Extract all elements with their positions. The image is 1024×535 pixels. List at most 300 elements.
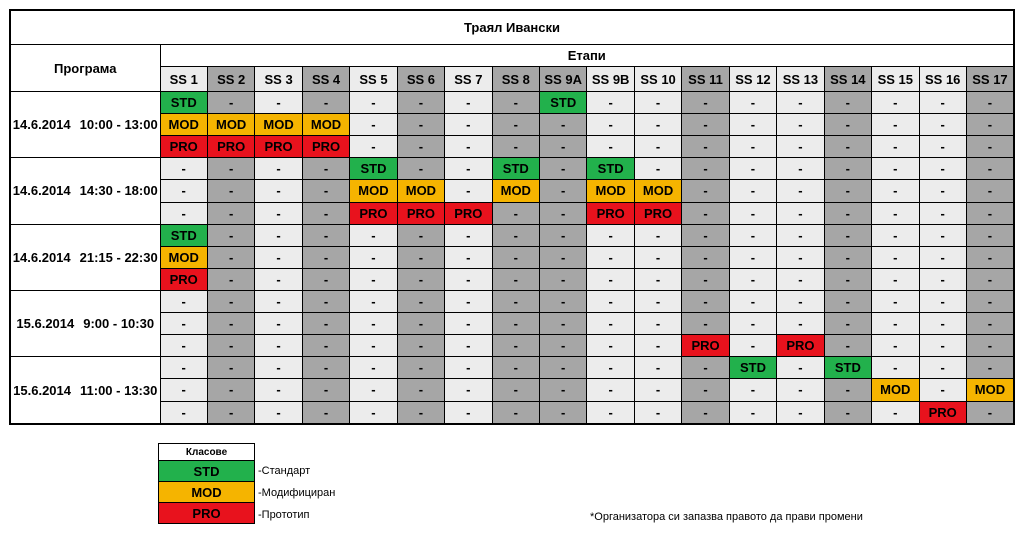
- schedule-cell: -: [919, 158, 966, 180]
- schedule-cell: -: [540, 114, 587, 136]
- schedule-cell: -: [634, 224, 681, 246]
- schedule-cell: -: [207, 401, 254, 424]
- legend: [158, 443, 255, 524]
- schedule-cell: -: [302, 335, 349, 357]
- schedule-cell: MOD: [634, 180, 681, 202]
- schedule-cell: -: [634, 401, 681, 424]
- session-time: 21:15 - 22:30: [79, 249, 158, 265]
- schedule-cell: -: [492, 268, 539, 290]
- schedule-cell: STD: [160, 92, 207, 114]
- schedule-cell: -: [540, 136, 587, 158]
- legend-std-label: -Стандарт: [258, 465, 311, 477]
- legend-std: STD: [159, 461, 255, 482]
- schedule-cell: PRO: [397, 202, 444, 224]
- schedule-cell: PRO: [682, 335, 729, 357]
- schedule-cell: MOD: [160, 246, 207, 268]
- stage-header-cell: SS 13: [777, 67, 824, 92]
- schedule-cell: -: [872, 290, 919, 312]
- schedule-cell: -: [160, 401, 207, 424]
- schedule-cell: PRO: [919, 401, 966, 424]
- schedule-row: [10, 224, 1014, 246]
- schedule-cell: -: [634, 357, 681, 379]
- schedule-cell: PRO: [350, 202, 397, 224]
- schedule-cell: -: [919, 224, 966, 246]
- schedule-cell: -: [492, 357, 539, 379]
- schedule-cell: -: [397, 114, 444, 136]
- schedule-row: [10, 268, 1014, 290]
- schedule-cell: -: [682, 136, 729, 158]
- schedule-cell: -: [540, 290, 587, 312]
- schedule-cell: -: [587, 114, 634, 136]
- schedule-cell: -: [350, 92, 397, 114]
- schedule-cell: -: [302, 246, 349, 268]
- schedule-cell: -: [255, 158, 302, 180]
- schedule-cell: -: [872, 357, 919, 379]
- stage-header-cell: SS 17: [966, 67, 1014, 92]
- schedule-cell: -: [255, 290, 302, 312]
- schedule-cell: -: [540, 357, 587, 379]
- schedule-cell: MOD: [492, 180, 539, 202]
- stage-header-cell: SS 8: [492, 67, 539, 92]
- schedule-cell: -: [302, 379, 349, 401]
- schedule-cell: -: [397, 290, 444, 312]
- schedule-cell: -: [397, 246, 444, 268]
- schedule-cell: -: [492, 136, 539, 158]
- schedule-cell: -: [445, 114, 492, 136]
- schedule-cell: -: [682, 158, 729, 180]
- schedule-cell: -: [682, 401, 729, 424]
- schedule-cell: -: [492, 290, 539, 312]
- schedule-cell: PRO: [207, 136, 254, 158]
- schedule-cell: -: [966, 180, 1014, 202]
- schedule-cell: -: [682, 224, 729, 246]
- schedule-cell: -: [872, 268, 919, 290]
- schedule-cell: -: [207, 313, 254, 335]
- session-datetime: [10, 92, 160, 158]
- session-date: 15.6.2014: [13, 382, 71, 398]
- schedule-cell: -: [302, 268, 349, 290]
- schedule-cell: -: [824, 246, 871, 268]
- schedule-cell: PRO: [302, 136, 349, 158]
- schedule-cell: -: [824, 202, 871, 224]
- schedule-cell: -: [777, 357, 824, 379]
- schedule-cell: -: [729, 335, 776, 357]
- schedule-cell: -: [397, 268, 444, 290]
- schedule-cell: STD: [824, 357, 871, 379]
- schedule-cell: -: [919, 202, 966, 224]
- session-date: 14.6.2014: [12, 183, 71, 199]
- schedule-cell: -: [777, 114, 824, 136]
- schedule-cell: -: [350, 379, 397, 401]
- schedule-cell: -: [824, 114, 871, 136]
- schedule-cell: -: [160, 158, 207, 180]
- session-time: 11:00 - 13:30: [80, 382, 158, 398]
- schedule-cell: -: [966, 136, 1014, 158]
- schedule-cell: -: [872, 92, 919, 114]
- schedule-cell: -: [540, 246, 587, 268]
- schedule-cell: -: [966, 158, 1014, 180]
- schedule-cell: MOD: [397, 180, 444, 202]
- stage-header-row: [10, 67, 1014, 92]
- schedule-cell: -: [350, 224, 397, 246]
- schedule-cell: -: [777, 92, 824, 114]
- schedule-row: [10, 401, 1014, 424]
- schedule-cell: PRO: [634, 202, 681, 224]
- schedule-cell: -: [682, 268, 729, 290]
- schedule-cell: -: [966, 246, 1014, 268]
- schedule-row: [10, 335, 1014, 357]
- schedule-cell: PRO: [445, 202, 492, 224]
- schedule-cell: -: [445, 180, 492, 202]
- schedule-row: [10, 379, 1014, 401]
- schedule-cell: -: [207, 202, 254, 224]
- schedule-cell: -: [966, 92, 1014, 114]
- schedule-cell: -: [160, 379, 207, 401]
- stage-header-cell: SS 12: [729, 67, 776, 92]
- schedule-cell: -: [872, 202, 919, 224]
- schedule-cell: -: [350, 136, 397, 158]
- stage-header-cell: SS 16: [919, 67, 966, 92]
- schedule-cell: -: [777, 202, 824, 224]
- stage-header-cell: SS 7: [445, 67, 492, 92]
- schedule-cell: MOD: [872, 379, 919, 401]
- schedule-cell: -: [445, 224, 492, 246]
- schedule-cell: -: [777, 158, 824, 180]
- schedule-cell: -: [587, 357, 634, 379]
- schedule-cell: -: [350, 357, 397, 379]
- schedule-cell: -: [445, 357, 492, 379]
- session-date: 14.6.2014: [12, 117, 71, 133]
- schedule-cell: PRO: [160, 268, 207, 290]
- schedule-cell: MOD: [350, 180, 397, 202]
- schedule-table: [9, 9, 1015, 425]
- schedule-cell: -: [302, 158, 349, 180]
- schedule-cell: -: [919, 313, 966, 335]
- schedule-cell: -: [587, 379, 634, 401]
- schedule-cell: -: [824, 136, 871, 158]
- schedule-cell: PRO: [255, 136, 302, 158]
- schedule-row: [10, 180, 1014, 202]
- schedule-cell: -: [824, 180, 871, 202]
- schedule-cell: -: [160, 313, 207, 335]
- schedule-cell: -: [634, 335, 681, 357]
- schedule-cell: -: [587, 290, 634, 312]
- schedule-cell: -: [445, 158, 492, 180]
- schedule-cell: -: [350, 313, 397, 335]
- schedule-cell: -: [255, 313, 302, 335]
- schedule-cell: -: [350, 114, 397, 136]
- schedule-cell: -: [634, 268, 681, 290]
- schedule-cell: -: [160, 335, 207, 357]
- session-date: 14.6.2014: [12, 249, 71, 265]
- schedule-cell: -: [966, 357, 1014, 379]
- legend-pro-label: -Прототип: [258, 509, 310, 521]
- schedule-cell: -: [966, 114, 1014, 136]
- schedule-cell: -: [919, 379, 966, 401]
- schedule-row: [10, 246, 1014, 268]
- schedule-cell: -: [302, 313, 349, 335]
- schedule-cell: -: [255, 92, 302, 114]
- schedule-cell: -: [397, 92, 444, 114]
- schedule-cell: -: [872, 313, 919, 335]
- schedule-cell: -: [255, 180, 302, 202]
- program-header: Програма: [10, 45, 160, 92]
- schedule-cell: MOD: [587, 180, 634, 202]
- schedule-cell: -: [207, 158, 254, 180]
- schedule-cell: -: [397, 158, 444, 180]
- schedule-cell: -: [445, 136, 492, 158]
- schedule-cell: -: [207, 92, 254, 114]
- schedule-cell: -: [445, 401, 492, 424]
- schedule-cell: -: [872, 401, 919, 424]
- schedule-cell: -: [729, 202, 776, 224]
- schedule-cell: -: [777, 401, 824, 424]
- schedule-cell: -: [966, 202, 1014, 224]
- stage-header-cell: SS 4: [302, 67, 349, 92]
- schedule-cell: -: [824, 158, 871, 180]
- schedule-cell: -: [919, 357, 966, 379]
- schedule-cell: -: [587, 268, 634, 290]
- schedule-cell: -: [350, 268, 397, 290]
- schedule-cell: -: [729, 224, 776, 246]
- schedule-cell: -: [207, 379, 254, 401]
- schedule-cell: -: [540, 180, 587, 202]
- schedule-cell: -: [919, 268, 966, 290]
- schedule-cell: STD: [587, 158, 634, 180]
- schedule-cell: -: [302, 357, 349, 379]
- schedule-cell: -: [682, 313, 729, 335]
- schedule-cell: -: [872, 246, 919, 268]
- schedule-cell: -: [350, 401, 397, 424]
- schedule-cell: -: [682, 114, 729, 136]
- schedule-cell: -: [397, 379, 444, 401]
- schedule-cell: -: [729, 136, 776, 158]
- session-datetime: [10, 290, 160, 356]
- schedule-cell: -: [634, 114, 681, 136]
- schedule-cell: -: [350, 335, 397, 357]
- session-datetime: [10, 224, 160, 290]
- stage-header-cell: SS 14: [824, 67, 871, 92]
- legend-pro: PRO: [159, 503, 255, 524]
- stage-header-cell: SS 3: [255, 67, 302, 92]
- schedule-cell: -: [540, 379, 587, 401]
- schedule-cell: -: [587, 401, 634, 424]
- schedule-cell: -: [777, 268, 824, 290]
- schedule-cell: -: [255, 224, 302, 246]
- schedule-cell: -: [540, 224, 587, 246]
- schedule-cell: -: [397, 401, 444, 424]
- schedule-cell: -: [729, 246, 776, 268]
- schedule-cell: -: [302, 224, 349, 246]
- schedule-cell: -: [350, 246, 397, 268]
- schedule-cell: -: [255, 401, 302, 424]
- schedule-row: [10, 114, 1014, 136]
- schedule-cell: -: [634, 158, 681, 180]
- schedule-cell: -: [682, 290, 729, 312]
- schedule-cell: -: [302, 92, 349, 114]
- session-time: 10:00 - 13:00: [79, 117, 158, 133]
- schedule-cell: -: [350, 290, 397, 312]
- schedule-cell: -: [919, 92, 966, 114]
- session-datetime: [10, 357, 160, 424]
- schedule-row: [10, 92, 1014, 114]
- schedule-cell: -: [824, 224, 871, 246]
- schedule-cell: -: [160, 180, 207, 202]
- schedule-cell: -: [824, 335, 871, 357]
- schedule-cell: -: [445, 246, 492, 268]
- schedule-cell: -: [634, 313, 681, 335]
- schedule-cell: -: [824, 401, 871, 424]
- schedule-cell: STD: [350, 158, 397, 180]
- stage-header-cell: SS 1: [160, 67, 207, 92]
- schedule-cell: -: [682, 92, 729, 114]
- schedule-cell: -: [634, 246, 681, 268]
- session-time: 14:30 - 18:00: [79, 183, 158, 199]
- schedule-cell: -: [919, 136, 966, 158]
- schedule-cell: -: [966, 401, 1014, 424]
- schedule-cell: MOD: [302, 114, 349, 136]
- schedule-cell: -: [397, 357, 444, 379]
- schedule-cell: -: [729, 268, 776, 290]
- schedule-cell: -: [777, 224, 824, 246]
- schedule-cell: -: [682, 202, 729, 224]
- schedule-row: [10, 357, 1014, 379]
- schedule-cell: -: [777, 136, 824, 158]
- schedule-cell: -: [966, 290, 1014, 312]
- session-datetime: [10, 158, 160, 224]
- schedule-cell: -: [824, 379, 871, 401]
- legend-mod-label: -Модифициран: [258, 487, 336, 499]
- schedule-cell: MOD: [160, 114, 207, 136]
- schedule-cell: -: [445, 335, 492, 357]
- schedule-cell: -: [302, 180, 349, 202]
- schedule-cell: -: [397, 136, 444, 158]
- schedule-cell: -: [729, 158, 776, 180]
- stages-header: Етапи: [160, 45, 1014, 67]
- schedule-cell: -: [587, 335, 634, 357]
- schedule-row: [10, 313, 1014, 335]
- schedule-cell: -: [540, 158, 587, 180]
- schedule-cell: -: [255, 357, 302, 379]
- schedule-cell: -: [587, 313, 634, 335]
- schedule-row: [10, 202, 1014, 224]
- schedule-cell: -: [777, 246, 824, 268]
- stage-header-cell: SS 11: [682, 67, 729, 92]
- schedule-cell: -: [872, 180, 919, 202]
- schedule-cell: PRO: [777, 335, 824, 357]
- session-date: 15.6.2014: [16, 316, 75, 332]
- schedule-cell: -: [445, 379, 492, 401]
- schedule-cell: -: [729, 379, 776, 401]
- schedule-cell: -: [682, 246, 729, 268]
- schedule-cell: -: [445, 92, 492, 114]
- schedule-cell: -: [777, 379, 824, 401]
- schedule-cell: -: [255, 379, 302, 401]
- schedule-cell: -: [492, 246, 539, 268]
- schedule-cell: -: [824, 92, 871, 114]
- schedule-cell: -: [160, 357, 207, 379]
- schedule-cell: -: [634, 92, 681, 114]
- schedule-cell: STD: [492, 158, 539, 180]
- schedule-cell: -: [587, 136, 634, 158]
- schedule-cell: -: [729, 180, 776, 202]
- schedule-cell: -: [492, 92, 539, 114]
- schedule-cell: -: [302, 401, 349, 424]
- schedule-cell: -: [966, 268, 1014, 290]
- schedule-cell: -: [824, 313, 871, 335]
- schedule-cell: -: [492, 313, 539, 335]
- schedule-cell: -: [397, 335, 444, 357]
- schedule-cell: -: [729, 313, 776, 335]
- schedule-cell: -: [160, 202, 207, 224]
- schedule-cell: -: [540, 401, 587, 424]
- schedule-cell: MOD: [207, 114, 254, 136]
- schedule-cell: -: [729, 92, 776, 114]
- schedule-cell: -: [492, 114, 539, 136]
- schedule-cell: -: [492, 335, 539, 357]
- schedule-cell: -: [207, 268, 254, 290]
- schedule-cell: -: [540, 335, 587, 357]
- schedule-cell: -: [777, 180, 824, 202]
- schedule-cell: -: [207, 246, 254, 268]
- schedule-cell: -: [729, 401, 776, 424]
- schedule-cell: -: [302, 202, 349, 224]
- schedule-cell: -: [587, 246, 634, 268]
- schedule-row: [10, 158, 1014, 180]
- schedule-cell: STD: [160, 224, 207, 246]
- schedule-cell: -: [682, 379, 729, 401]
- schedule-cell: PRO: [587, 202, 634, 224]
- schedule-cell: STD: [729, 357, 776, 379]
- schedule-cell: MOD: [966, 379, 1014, 401]
- schedule-cell: -: [777, 313, 824, 335]
- schedule-cell: MOD: [255, 114, 302, 136]
- schedule-cell: -: [255, 335, 302, 357]
- schedule-cell: -: [729, 114, 776, 136]
- schedule-cell: -: [397, 313, 444, 335]
- schedule-row: [10, 290, 1014, 312]
- schedule-cell: -: [445, 290, 492, 312]
- schedule-cell: -: [492, 401, 539, 424]
- schedule-row: [10, 136, 1014, 158]
- schedule-cell: STD: [540, 92, 587, 114]
- page-title: Траял Ивански: [10, 10, 1014, 45]
- schedule-cell: -: [302, 290, 349, 312]
- schedule-cell: -: [207, 224, 254, 246]
- schedule-cell: -: [872, 224, 919, 246]
- schedule-cell: -: [777, 290, 824, 312]
- schedule-cell: -: [397, 224, 444, 246]
- schedule-cell: -: [540, 313, 587, 335]
- schedule-cell: -: [160, 290, 207, 312]
- schedule-cell: -: [207, 357, 254, 379]
- stage-header-cell: SS 9B: [587, 67, 634, 92]
- schedule-cell: -: [634, 290, 681, 312]
- schedule-cell: -: [919, 246, 966, 268]
- schedule-cell: -: [492, 224, 539, 246]
- schedule-cell: -: [824, 290, 871, 312]
- schedule-cell: -: [207, 180, 254, 202]
- schedule-cell: -: [966, 335, 1014, 357]
- schedule-cell: -: [492, 202, 539, 224]
- schedule-cell: -: [919, 290, 966, 312]
- schedule-cell: -: [634, 379, 681, 401]
- legend-header: Класове: [159, 444, 255, 461]
- schedule-cell: -: [872, 158, 919, 180]
- stage-header-cell: SS 15: [872, 67, 919, 92]
- schedule-cell: -: [492, 379, 539, 401]
- schedule-cell: -: [634, 136, 681, 158]
